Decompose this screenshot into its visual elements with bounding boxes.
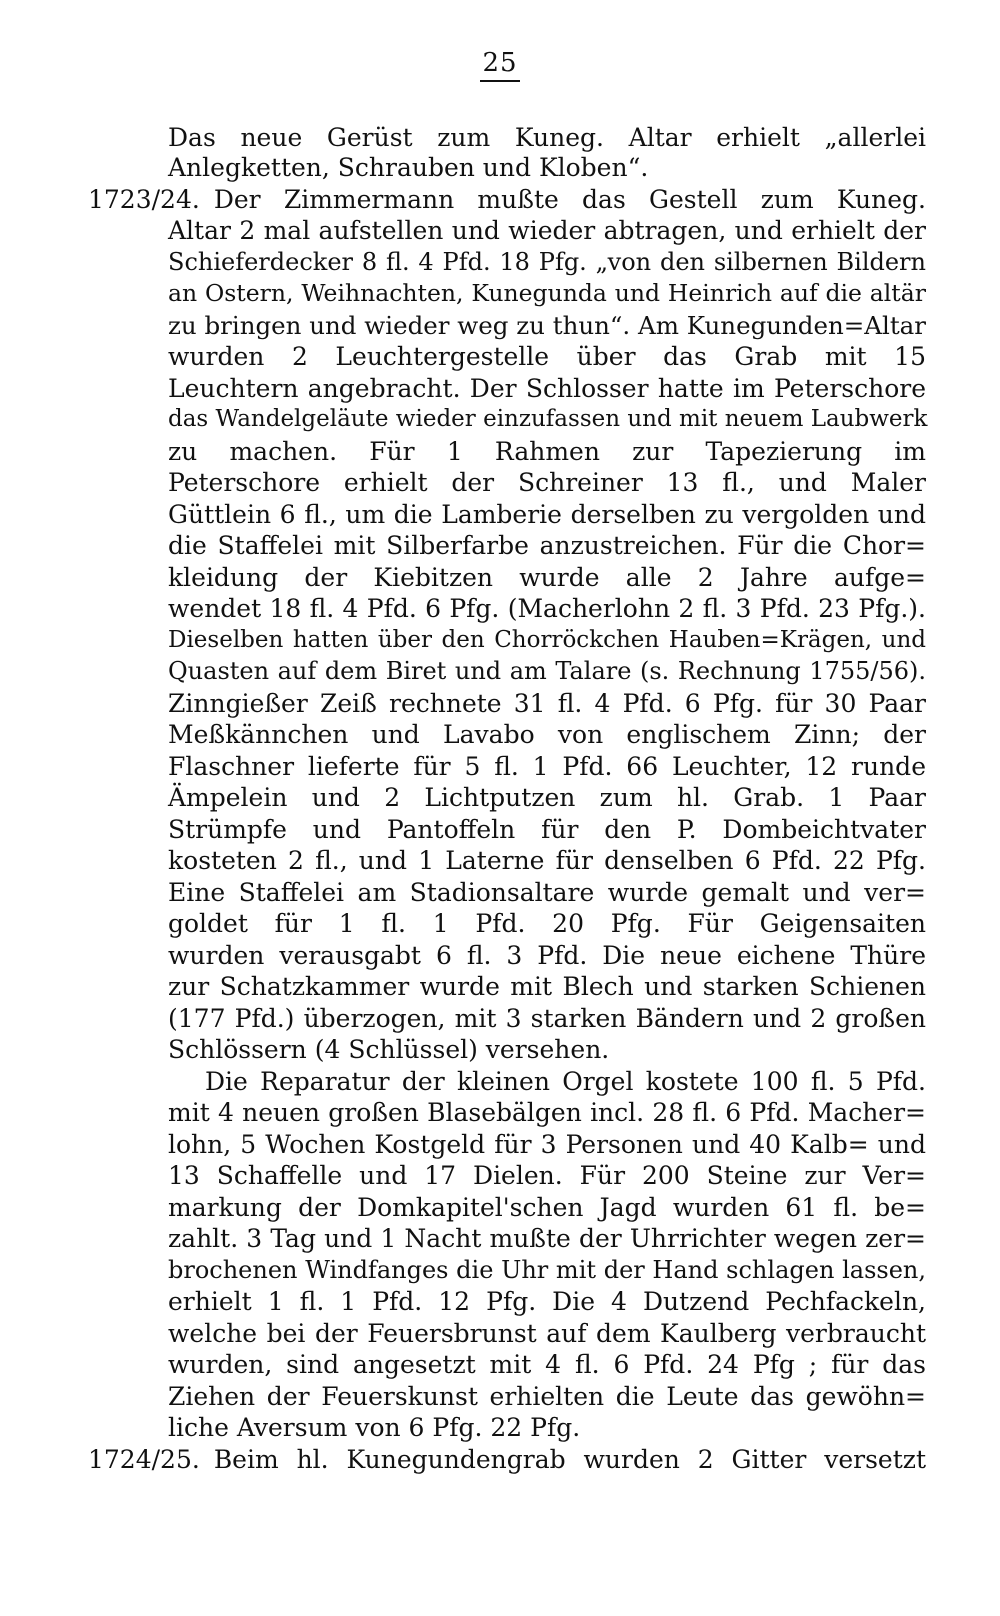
text-line: zahlt. 3 Tag und 1 Nacht mußte der Uhrrichter wegen zer= (168, 1224, 926, 1253)
text-line: mit 4 neuen großen Blasebälgen incl. 28 fl. 6 Pfd. Macher= (168, 1098, 926, 1127)
text-line: (177 Pfd.) überzogen, mit 3 starken Bändern und 2 großen (168, 1004, 926, 1033)
text-line: Peterschore erhielt der Schreiner 13 fl., und Maler (168, 468, 926, 497)
text-line: Strümpfe und Pantoffeln für den P. Dombeichtvater (168, 815, 926, 844)
text-line: die Staffelei mit Silberfarbe anzustreichen. Für die Chor= (168, 531, 926, 560)
year-label: 1723/24. (88, 185, 200, 214)
text-line: markung der Domkapitel'schen Jagd wurden 61 fl. be= (168, 1193, 926, 1222)
text-line: Schlössern (4 Schlüssel) versehen. (168, 1035, 610, 1064)
text-line: Altar 2 mal aufstellen und wieder abtragen, und erhielt der (168, 216, 926, 245)
text-line: Ämpelein und 2 Lichtputzen zum hl. Grab. 1 Paar (168, 783, 926, 812)
text-line: brochenen Windfanges die Uhr mit der Hand schlagen lassen, (168, 1256, 926, 1284)
text-line: liche Aversum von 6 Pfg. 22 Pfg. (168, 1413, 581, 1442)
year-entry-line (88, 1444, 926, 1475)
text-line: das Wandelgeläute wieder einzufassen und mit neuem Laubwerk (168, 406, 928, 432)
text-line: Flaschner lieferte für 5 fl. 1 Pfd. 66 Leuchter, 12 runde (168, 752, 926, 781)
text-line: Leuchtern angebracht. Der Schlosser hatte im Peterschore (168, 374, 926, 403)
text-line: zu machen. Für 1 Rahmen zur Tapezierung im (168, 437, 926, 466)
text-line: wurden verausgabt 6 fl. 3 Pfd. Die neue eichene Thüre (168, 941, 926, 970)
page-number: 25 (0, 48, 1000, 82)
text-line: Ziehen der Feuerskunst erhielten die Leute das gewöhn= (168, 1382, 926, 1411)
text-line: erhielt 1 fl. 1 Pfd. 12 Pfg. Die 4 Dutzend Pechfackeln, (168, 1287, 926, 1316)
text-line: Das neue Gerüst zum Kuneg. Altar erhielt „allerlei (168, 123, 926, 152)
text-line: Dieselben hatten über den Chorröckchen Hauben=Krägen, und (168, 627, 926, 653)
text-line: Güttlein 6 fl., um die Lamberie derselben zu vergolden und (168, 500, 926, 529)
text-line: wurden 2 Leuchtergestelle über das Grab mit 15 (168, 342, 926, 371)
text-line: lohn, 5 Wochen Kostgeld für 3 Personen und 40 Kalb= und (168, 1130, 926, 1159)
text-line: Der Zimmermann mußte das Gestell zum Kuneg. (213, 185, 926, 214)
text-line: Meßkännchen und Lavabo von englischem Zinn; der (168, 720, 926, 749)
text-line: goldet für 1 fl. 1 Pfd. 20 Pfg. Für Geigensaiten (168, 909, 926, 938)
text-line: Zinngießer Zeiß rechnete 31 fl. 4 Pfd. 6 Pfg. für 30 Paar (168, 689, 926, 718)
text-line: Schieferdecker 8 fl. 4 Pfd. 18 Pfg. „von den silbernen Bildern (168, 248, 926, 276)
text-line: kosteten 2 fl., und 1 Laterne für denselben 6 Pfd. 22 Pfg. (168, 846, 926, 875)
text-line: welche bei der Feuersbrunst auf dem Kaulberg verbraucht (168, 1319, 926, 1348)
text-line: kleidung der Kiebitzen wurde alle 2 Jahre aufge= (168, 563, 926, 592)
text-line: Quasten auf dem Biret und am Talare (s. Rechnung 1755/56). (168, 657, 926, 685)
year-label: 1724/25. (88, 1445, 200, 1474)
text-line: wendet 18 fl. 4 Pfd. 6 Pfg. (Macherlohn 2 fl. 3 Pfd. 23 Pfg.). (168, 594, 926, 623)
text-line: Eine Staffelei am Stadionsaltare wurde gemalt und ver= (168, 878, 926, 907)
text-line: zur Schatzkammer wurde mit Blech und starken Schienen (168, 972, 926, 1001)
text-line: Beim hl. Kunegundengrab wurden 2 Gitter versetzt (213, 1445, 926, 1474)
paragraph-first-line: Die Reparatur der kleinen Orgel kostete 100 fl. 5 Pfd. (205, 1067, 926, 1096)
text-line: 13 Schaffelle und 17 Dielen. Für 200 Steine zur Ver= (168, 1161, 926, 1190)
text-line: Anlegketten, Schrauben und Kloben“. (168, 153, 649, 182)
text-line: zu bringen und wieder weg zu thun“. Am Kunegunden=Altar (168, 311, 926, 340)
year-entry-line (88, 184, 926, 215)
text-line: wurden, sind angesetzt mit 4 fl. 6 Pfd. 24 Pfg ; für das (168, 1350, 926, 1379)
text-line: an Ostern, Weihnachten, Kunegunda und Heinrich auf die altär (168, 279, 926, 307)
